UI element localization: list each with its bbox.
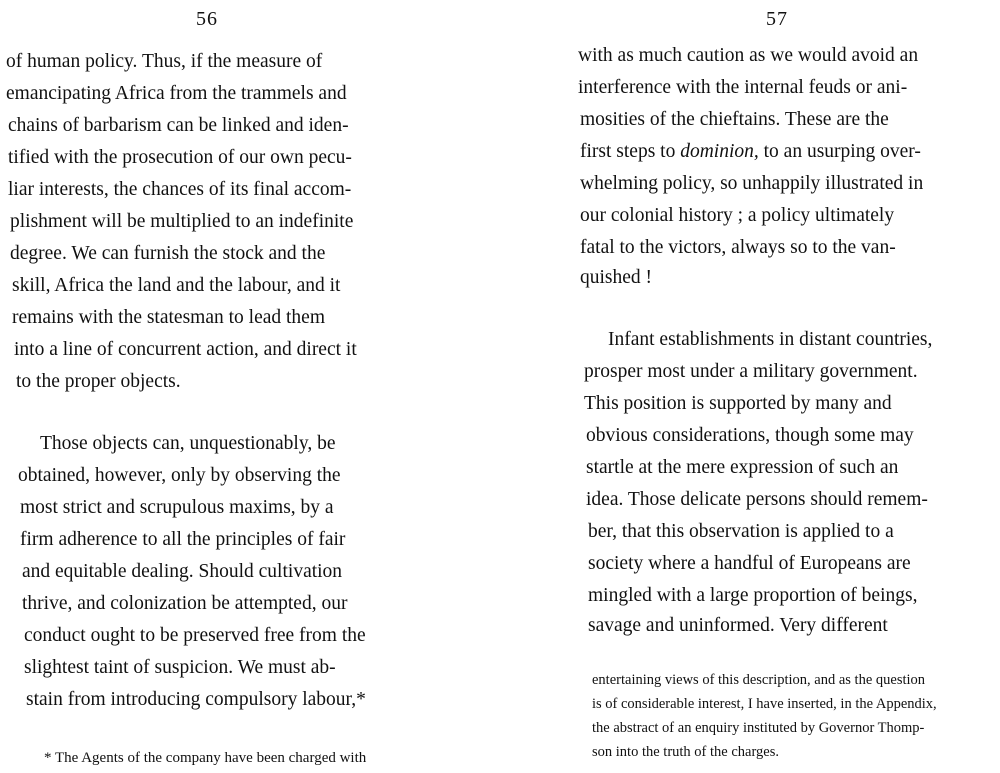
left-page (0, 0, 440, 773)
text-line: slightest taint of suspicion. We must ab- (24, 657, 336, 678)
page-number-right: 57 (766, 8, 788, 30)
text-line: whelming policy, so unhappily illustrated in (580, 173, 924, 194)
text-line: interference with the internal feuds or ani- (578, 77, 908, 98)
text-line: remains with the statesman to lead them (12, 307, 325, 328)
text-line: plishment will be multiplied to an indefinite (10, 211, 354, 232)
text-run: first steps to (580, 141, 681, 162)
text-line-dominion (580, 140, 921, 164)
text-line: Those objects can, unquestionably, be (40, 433, 336, 454)
text-line: obvious considerations, though some may (586, 425, 914, 446)
text-line: into a line of concurrent action, and direct it (14, 339, 357, 360)
text-line: firm adherence to all the principles of fair (20, 529, 346, 550)
text-line: Infant establishments in distant countries, (608, 329, 933, 350)
text-line: startle at the mere expression of such an (586, 457, 899, 478)
text-line: and equitable dealing. Should cultivation (22, 561, 343, 582)
text-line: society where a handful of Europeans are (588, 553, 911, 574)
text-line: mingled with a large proportion of beings, (588, 585, 918, 606)
footnote-line: is of considerable interest, I have inserted, in the Appendix, (592, 696, 937, 712)
text-line: idea. Those delicate persons should remem- (586, 489, 928, 510)
right-page (560, 0, 1000, 773)
text-line: ber, that this observation is applied to a (588, 521, 894, 542)
footnote-line: son into the truth of the charges. (592, 744, 779, 760)
footnote: * The Agents of the company have been charged with (44, 750, 367, 766)
text-line: This position is supported by many and (584, 393, 892, 414)
text-line: most strict and scrupulous maxims, by a (20, 497, 334, 518)
text-line: conduct ought to be preserved free from the (24, 625, 366, 646)
text-line: skill, Africa the land and the labour, and it (12, 275, 341, 296)
text-line: of human policy. Thus, if the measure of (6, 51, 323, 72)
text-line: mosities of the chieftains. These are the (580, 109, 889, 130)
text-line: liar interests, the chances of its final accom- (8, 179, 352, 200)
text-line: tified with the prosecution of our own pecu- (8, 147, 352, 168)
text-line: fatal to the victors, always so to the van- (580, 237, 896, 258)
text-line: obtained, however, only by observing the (18, 465, 341, 486)
page-number-left: 56 (196, 8, 218, 30)
text-line: savage and uninformed. Very different (588, 615, 888, 636)
text-line: emancipating Africa from the trammels and (6, 83, 347, 104)
text-run: to an usurping over- (758, 141, 921, 162)
footnote-line: the abstract of an enquiry instituted by Governor Thomp- (592, 720, 925, 736)
text-line: thrive, and colonization be attempted, our (22, 593, 348, 614)
text-line: degree. We can furnish the stock and the (10, 243, 326, 264)
text-line: prosper most under a military government. (584, 361, 918, 382)
text-line: our colonial history ; a policy ultimately (580, 205, 895, 226)
text-line: chains of barbarism can be linked and iden- (8, 115, 349, 136)
italic-dominion: dominion, (680, 141, 759, 162)
text-line: with as much caution as we would avoid an (578, 45, 919, 66)
text-line: quished ! (580, 267, 653, 288)
text-line: to the proper objects. (16, 371, 181, 392)
text-line: stain from introducing compulsory labour,* (26, 689, 366, 710)
footnote-line: entertaining views of this description, and as the question (592, 672, 926, 688)
